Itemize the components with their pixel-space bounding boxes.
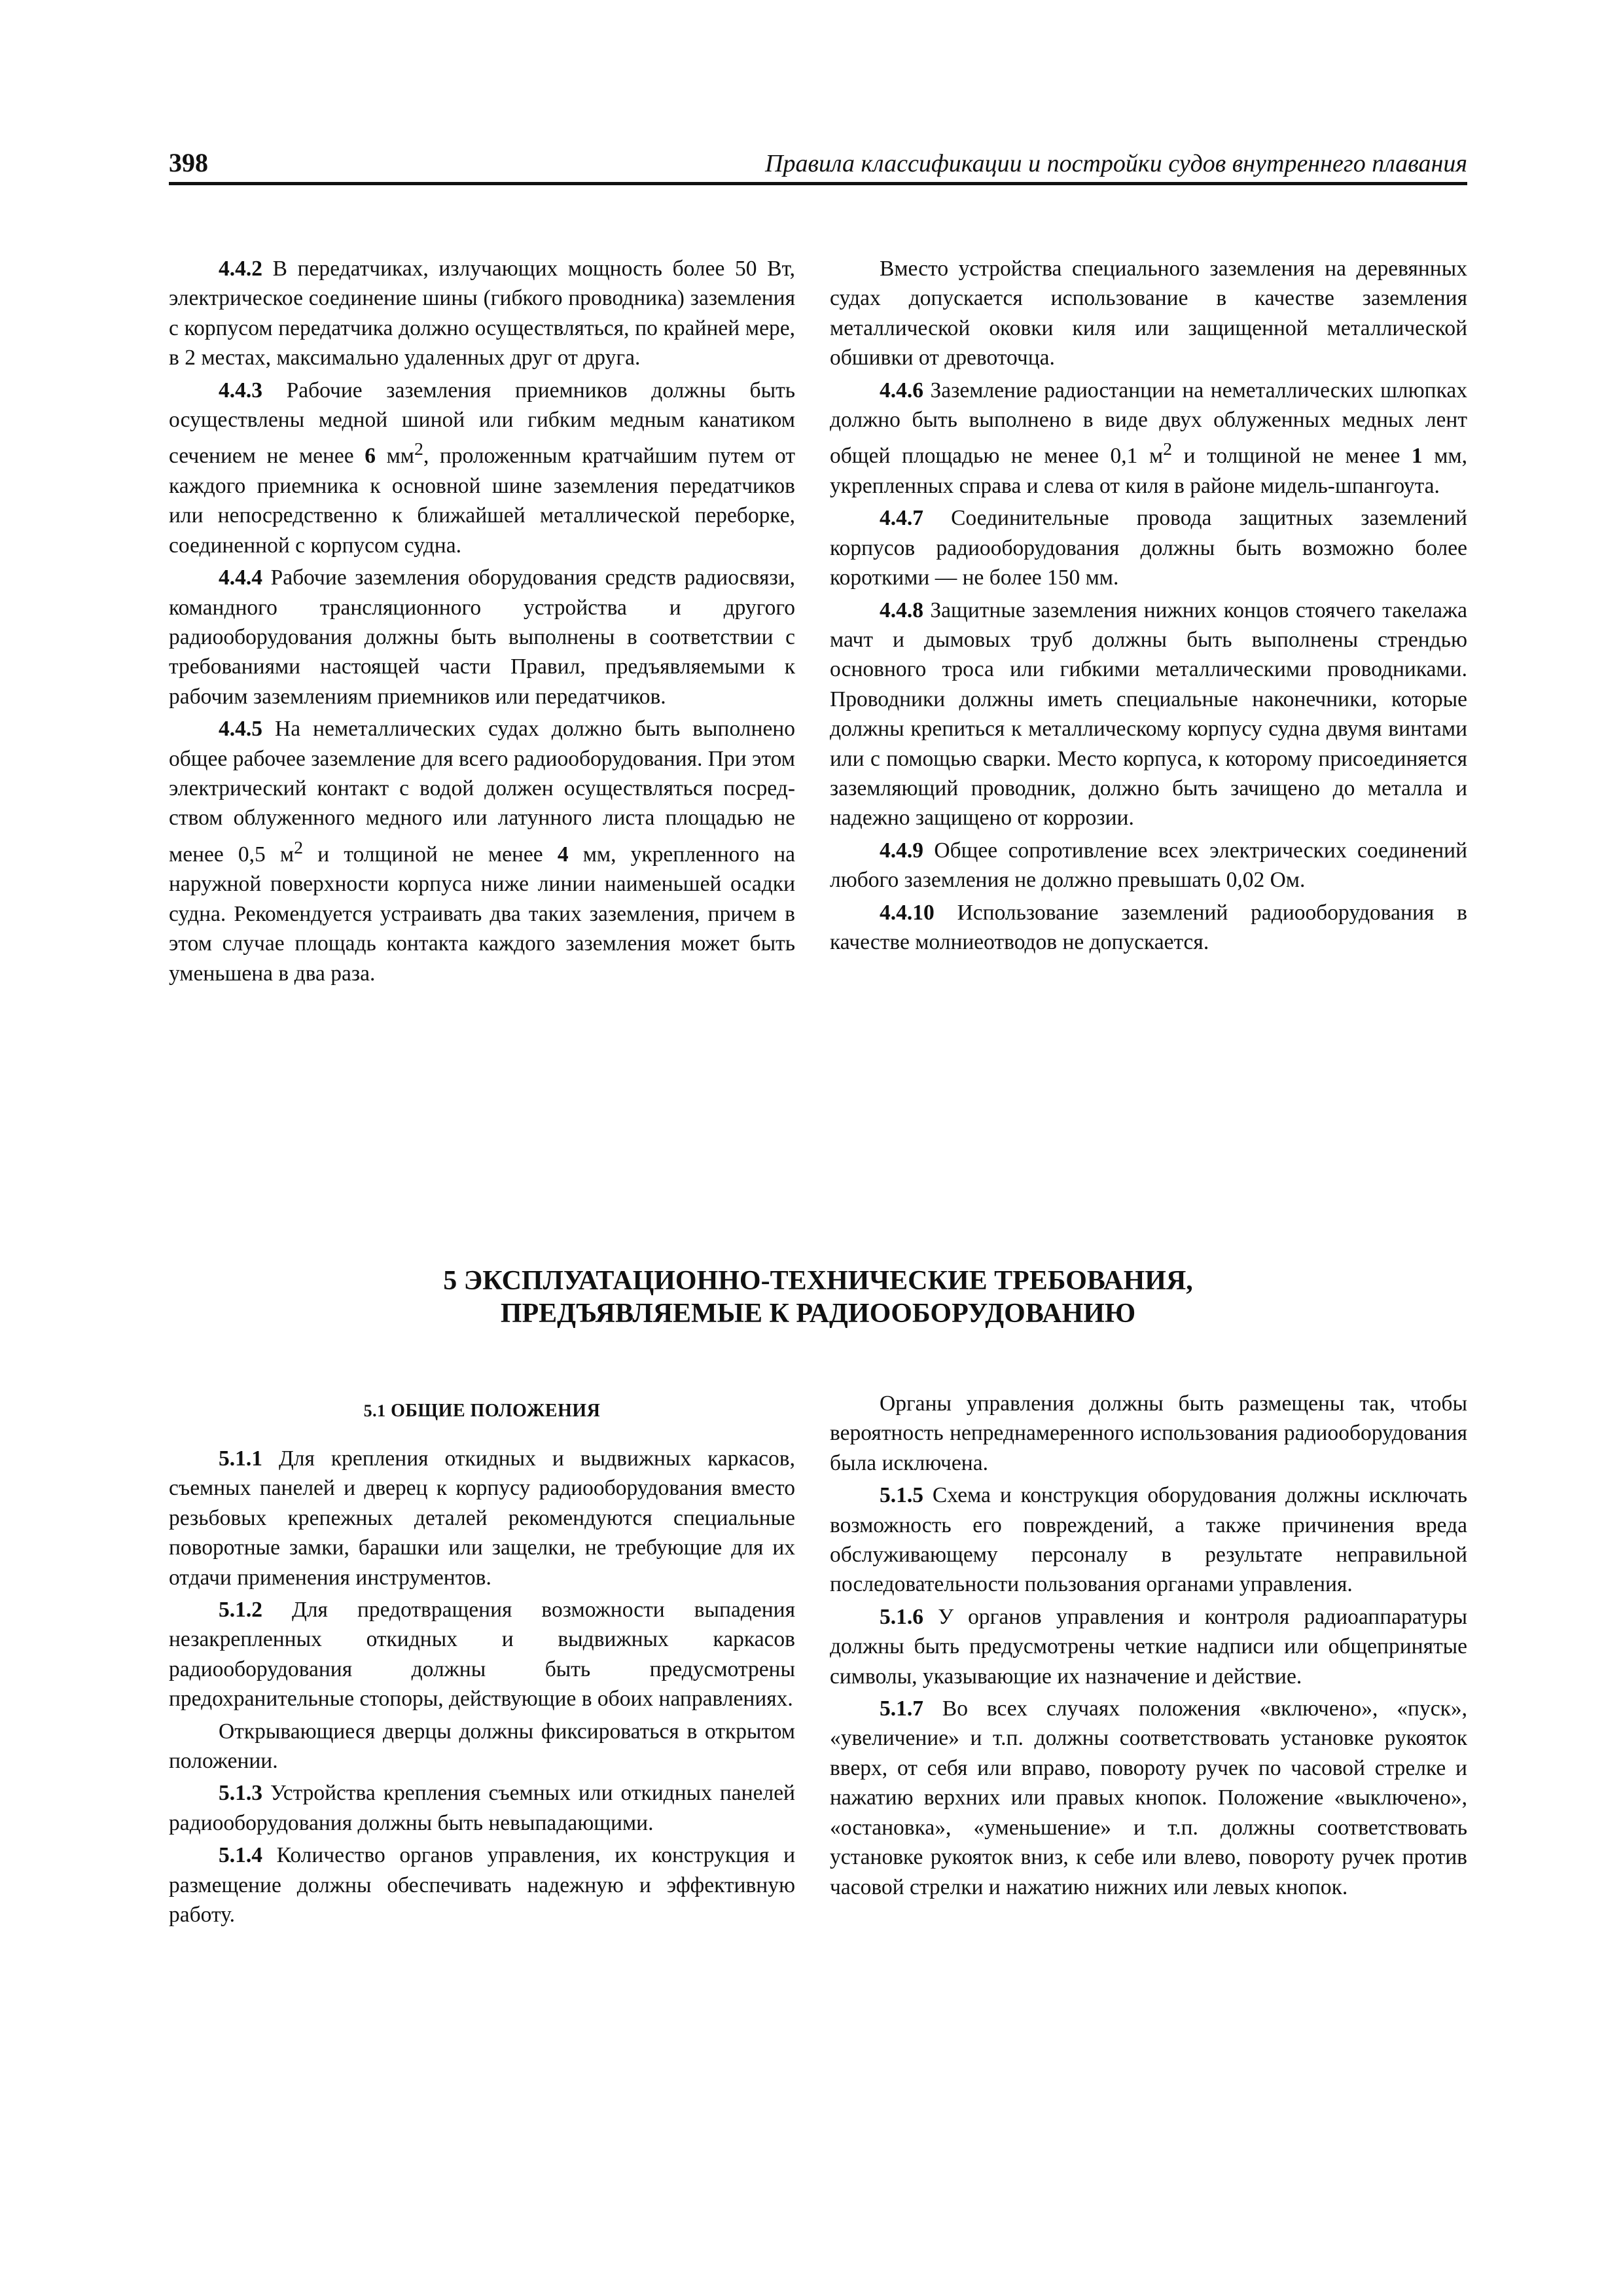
clause-number: 5.1.2	[219, 1598, 262, 1623]
clause-number: 4.4.4	[219, 565, 262, 590]
paragraph-5-1-2-continued: Открывающиеся дверцы должны фиксироваться в открытом положении.	[169, 1719, 795, 1774]
chapter-title-line-1: 5 ЭКСПЛУАТАЦИОННО-ТЕХНИЧЕСКИЕ ТРЕБОВАНИЯ,	[443, 1266, 1193, 1296]
column-right-lower	[830, 1389, 1467, 1905]
clause-number: 5.1.3	[219, 1781, 262, 1806]
paragraph-4-4-8: 4.4.8 Защитные заземления нижних концов стоячего такелажа мачт и дымовых труб должны быть выполнены стрендью основного троса или гибкими металлическими проводниками. Проводники должны иметь специальные наконечники, которые должны крепиться к металлическому корпусу судна двумя винтами или с помощью сварки. Место корпуса, к которому присоединяется заземляющий проводник, должно быть зачищено до металла и надежно защищено от коррозии.	[830, 598, 1467, 831]
clause-number: 4.4.10	[880, 900, 935, 925]
paragraph-5-1-2: 5.1.2 Для предотвращения возможности выпадения незакрепленных откидных и выдвижных каркасов радиооборудования должны быть предусмотрены предохранительные стопоры, действующие в обоих направлениях.	[169, 1598, 795, 1712]
chapter-title-line-2: ПРЕДЪЯВЛЯЕМЫЕ К РАДИООБОРУДОВАНИЮ	[500, 1299, 1136, 1329]
clause-number: 5.1.6	[880, 1604, 923, 1629]
chapter-title	[169, 1265, 1467, 1330]
paragraph-5-1-7: 5.1.7 Во всех случаях положения «включено», «пуск», «увеличение» и т.п. должны соответствовать установке рукояток вверх, от себя или вправо, повороту ручек по часовой стрелке и нажатию верхних или правых кнопок. Положение «выключено», «остановка», «уменьшение» и т.п. должны соответствовать установке рукояток вниз, к себе или влево, повороту ручек против часовой стрелки и нажатию нижних или левых кнопок.	[830, 1696, 1467, 1899]
running-title: Правила классификации и постройки судов внутреннего плавания	[765, 150, 1467, 177]
paragraph-4-4-6: 4.4.6 Заземление радиостанции на неметаллических шлюпках должно быть выполнено в виде двух облуженных медных лент общей площадью не менее 0,1 $м^2$ и толщиной не менее 1 мм, укрепленных справа и слева от киля в районе мидель-шпангоута.	[830, 378, 1467, 498]
page-header	[169, 145, 1467, 185]
paragraph-5-1-6: 5.1.6 У органов управления и контроля радиоаппаратуры должны быть предусмотрены четкие надписи или общепринятые символы, указывающие их назначение и действие.	[830, 1604, 1467, 1689]
paragraph-4-4-3: 4.4.3 Рабочие заземления приемников должны быть осуществлены медной шиной или гибким медным канатиком сечением не менее 6 $мм^2$, проложенным кратчайшим путем от каждого приемника к основной шине заземления передатчиков или непосредственно к ближайшей металлической переборке, соединенной с корпусом судна.	[169, 378, 796, 558]
clause-number: 4.4.3	[219, 378, 262, 403]
column-left-lower	[169, 1389, 795, 1933]
paragraph-5-1-5: 5.1.5 Схема и конструкция оборудования должны исключать возможность его повреждений, а также причинения вреда обслуживающему персоналу в результате неправильной последовательности пользования органами управления.	[830, 1483, 1467, 1597]
paragraph-5-1-1: 5.1.1 Для крепления откидных и выдвижных каркасов, съемных панелей и дверец к корпусу радиооборудования вместо резьбовых крепежных деталей рекомендуются специальные поворотные замки, барашки или защелки, не требующие для их отдачи применения инструментов.	[169, 1446, 795, 1590]
clause-number: 4.4.7	[880, 506, 923, 531]
paragraph-4-4-10: 4.4.10 Использование заземлений радиооборудования в качестве молниеотводов не допускается.	[830, 900, 1467, 955]
clause-number: 5.1.4	[219, 1843, 262, 1868]
paragraph-4-4-5: 4.4.5 На неметаллических судах должно быть выполнено общее рабочее заземление для всего радиооборудования. При этом электрический контакт с водой должен осуществляться посредством облуженного медного или латунного листа площадью не менее 0,5 $м^2$ и толщиной не менее 4 мм, укрепленного на наружной поверхности корпуса ниже линии наименьшей осадки судна. Рекомендуется устраивать два таких заземления, причем в этом случае площадь контакта каждого заземления может быть уменьшена в два раза.	[169, 717, 795, 986]
clause-number: 4.4.5	[219, 717, 262, 742]
clause-number: 4.4.2	[219, 257, 262, 281]
clause-number: 4.4.9	[880, 838, 923, 863]
paragraph-5-1-4-continued: Органы управления должны быть размещены так, чтобы вероятность непреднамеренного использования радиооборудования была исключена.	[830, 1391, 1467, 1475]
paragraph-4-4-7: 4.4.7 Соединительные провода защитных заземлений корпусов радиооборудования должны быть возможно более короткими — не более 150 мм.	[830, 506, 1467, 590]
clause-number: 4.4.6	[880, 378, 923, 403]
clause-number: 5.1.1	[219, 1446, 262, 1471]
paragraph-4-4-4: 4.4.4 Рабочие заземления оборудования средств радиосвязи, командного трансляционного устройства и другого радиооборудования должны быть выполнены в соответствии с требованиями настоящей части Правил, предъявляемыми к рабочим заземлениям приемников или передатчиков.	[169, 565, 795, 709]
paragraph-5-1-4: 5.1.4 Количество органов управления, их конструкция и размещение должны обеспечивать надежную и эффективную работу.	[169, 1843, 795, 1928]
clause-number: 4.4.8	[880, 598, 923, 622]
paragraph-4-4-5-continued: Вместо устройства специального заземления на деревянных судах допускается использование в качестве заземления металлической оковки киля или защищенной металлической обшивки от древоточца.	[830, 257, 1467, 370]
paragraph-4-4-2: 4.4.2 В передатчиках, излучающих мощность более 50 Вт, электрическое соединение шины (гибкого проводника) заземления с корпусом передатчика должно осуществляться, по крайней мере, в 2 местах, максимально удаленных друг от друга.	[169, 257, 795, 370]
column-left-upper	[169, 254, 795, 991]
clause-number: 5.1.5	[880, 1483, 923, 1508]
section-heading: 5.1 ОБЩИЕ ПОЛОЖЕНИЯ	[363, 1401, 601, 1421]
page-number: 398	[169, 148, 208, 177]
clause-number: 5.1.7	[880, 1696, 923, 1721]
paragraph-4-4-9: 4.4.9 Общее сопротивление всех электрических соединений любого заземления не должно превышать 0,02 Ом.	[830, 838, 1467, 893]
paragraph-5-1-3: 5.1.3 Устройства крепления съемных или откидных панелей радиооборудования должны быть невыпадающими.	[169, 1781, 795, 1835]
column-right-upper	[830, 254, 1467, 960]
